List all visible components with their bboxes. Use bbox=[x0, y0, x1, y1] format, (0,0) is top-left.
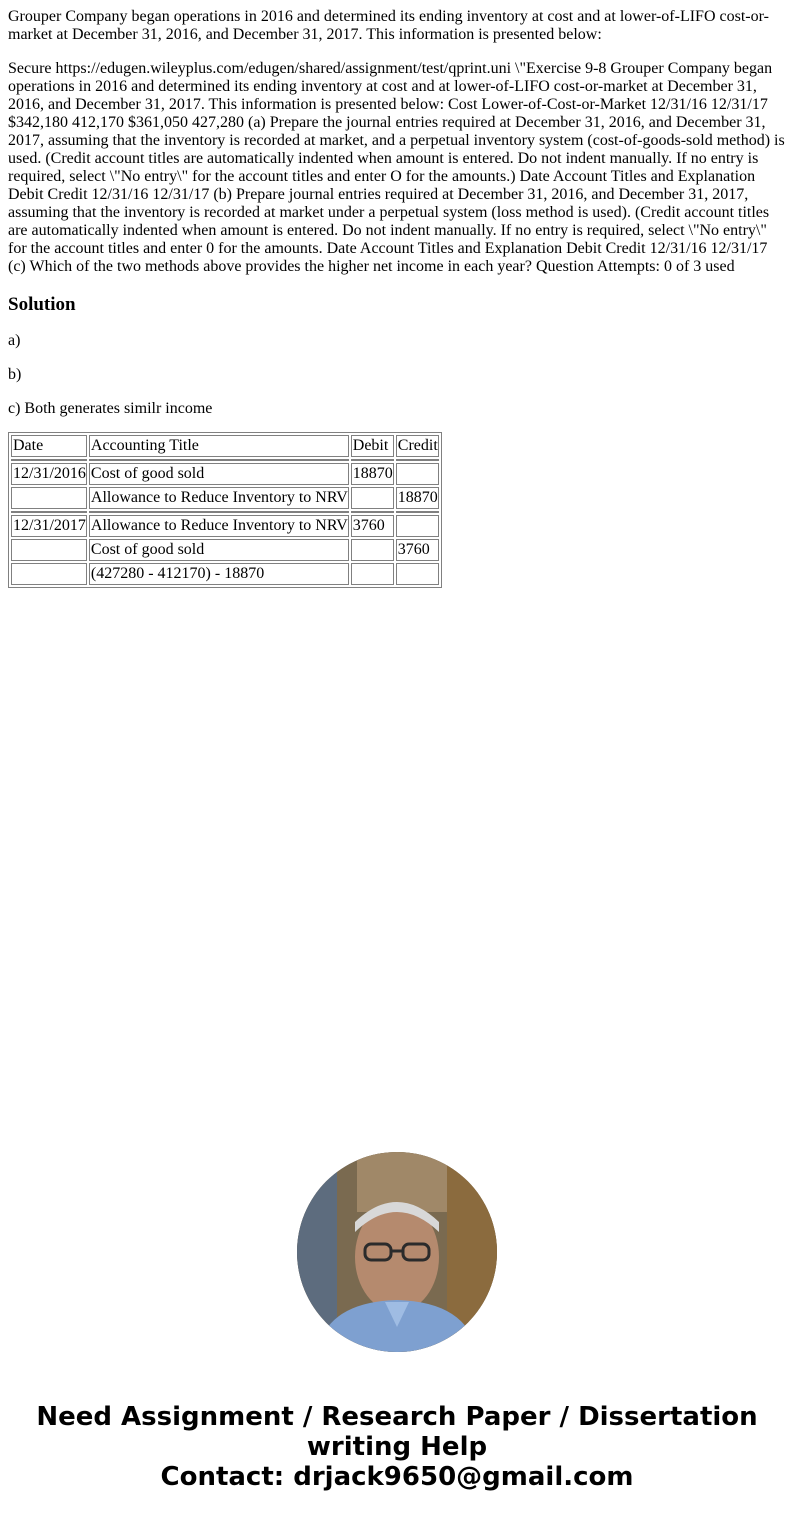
answer-a: a) bbox=[8, 332, 21, 349]
cell-credit: 3760 bbox=[396, 539, 439, 561]
cell-date bbox=[11, 563, 87, 585]
question-paragraph: Secure https://edugen.wileyplus.com/edugen/shared/assignment/test/qprint.uni \"Exercise 9-8 Grouper Company began operations in 2016 and determined its ending inventory at cost and at lower-of-LIFO cost-or-market at December 31, 2016, and December 31, 2017. This information is presented below: Cost Lower-of-Cost-or-Market 12/31/16 12/31/17 $342,180 412,170 $361,050 427,280 (a) Prepare the journal entries required at December 31, 2016, and December 31, 2017, assuming that the inventory is recorded at market, and a perpetual inventory system (cost-of-goods-sold method) is used. (Credit account titles are automatically indented when amount is entered. Do not indent manually. If no entry is required, select \"No entry\" for the account titles and enter O for the amounts.) Date Account Titles and Explanation Debit Credit 12/31/16 12/31/17 (b) Prepare journal entries required at December 31, 2016, and December 31, 2017, assuming that the inventory is recorded at market under a perpetual system (loss method is used). (Credit account titles are automatically indented when amount is entered. Do not indent manually. If no entry is required, select \"No entry\" for the account titles and enter 0 for the amounts. Date Account Titles and Explanation Debit Credit 12/31/16 12/31/17 (c) Which of the two methods above provides the higher net income in each year? Question Attempts: 0 of 3 used bbox=[8, 60, 785, 275]
cell-date bbox=[11, 539, 87, 561]
avatar bbox=[297, 1152, 497, 1352]
cell-debit: 18870 bbox=[351, 463, 394, 485]
cell-title: Cost of good sold bbox=[89, 463, 349, 485]
header-accounting-title: Accounting Title bbox=[89, 435, 349, 457]
cell-credit bbox=[396, 463, 439, 485]
answer-c: c) Both generates similr income bbox=[8, 400, 213, 417]
cell-debit bbox=[351, 487, 394, 509]
table-row bbox=[11, 539, 439, 561]
table-row bbox=[11, 515, 439, 537]
promo-contact: Contact: drjack9650@gmail.com bbox=[160, 1462, 634, 1492]
document-content bbox=[8, 0, 786, 588]
promo-section bbox=[0, 1152, 794, 1492]
cell-date: 12/31/2016 bbox=[11, 463, 87, 485]
table-separator-row bbox=[11, 511, 439, 513]
cell-debit bbox=[351, 539, 394, 561]
cell-date: 12/31/2017 bbox=[11, 515, 87, 537]
solution-heading: Solution bbox=[8, 294, 76, 315]
cell-debit bbox=[351, 563, 394, 585]
header-debit: Debit bbox=[351, 435, 394, 457]
promo-line-1: Need Assignment / Research Paper / Dissertation bbox=[36, 1402, 758, 1432]
cell-title: Allowance to Reduce Inventory to NRV bbox=[89, 487, 349, 509]
table-separator-row bbox=[11, 459, 439, 461]
table-header-row bbox=[11, 435, 439, 457]
cell-title: (427280 - 412170) - 18870 bbox=[89, 563, 349, 585]
intro-paragraph: Grouper Company began operations in 2016 and determined its ending inventory at cost and at lower-of-LIFO cost-or-market at December 31, 2016, and December 31, 2017. This information is presented below: bbox=[8, 8, 769, 43]
promo-text bbox=[0, 1402, 794, 1492]
table-row bbox=[11, 563, 439, 585]
journal-entries-table bbox=[8, 432, 442, 588]
table-row bbox=[11, 463, 439, 485]
cell-credit bbox=[396, 563, 439, 585]
cell-credit bbox=[396, 515, 439, 537]
cell-debit: 3760 bbox=[351, 515, 394, 537]
promo-line-2: writing Help bbox=[306, 1432, 488, 1462]
cell-title: Cost of good sold bbox=[89, 539, 349, 561]
cell-title: Allowance to Reduce Inventory to NRV bbox=[89, 515, 349, 537]
header-credit: Credit bbox=[396, 435, 439, 457]
cell-credit: 18870 bbox=[396, 487, 439, 509]
avatar-portrait bbox=[297, 1152, 497, 1352]
cell-date bbox=[11, 487, 87, 509]
table-row bbox=[11, 487, 439, 509]
header-date: Date bbox=[11, 435, 87, 457]
answer-b: b) bbox=[8, 366, 22, 383]
